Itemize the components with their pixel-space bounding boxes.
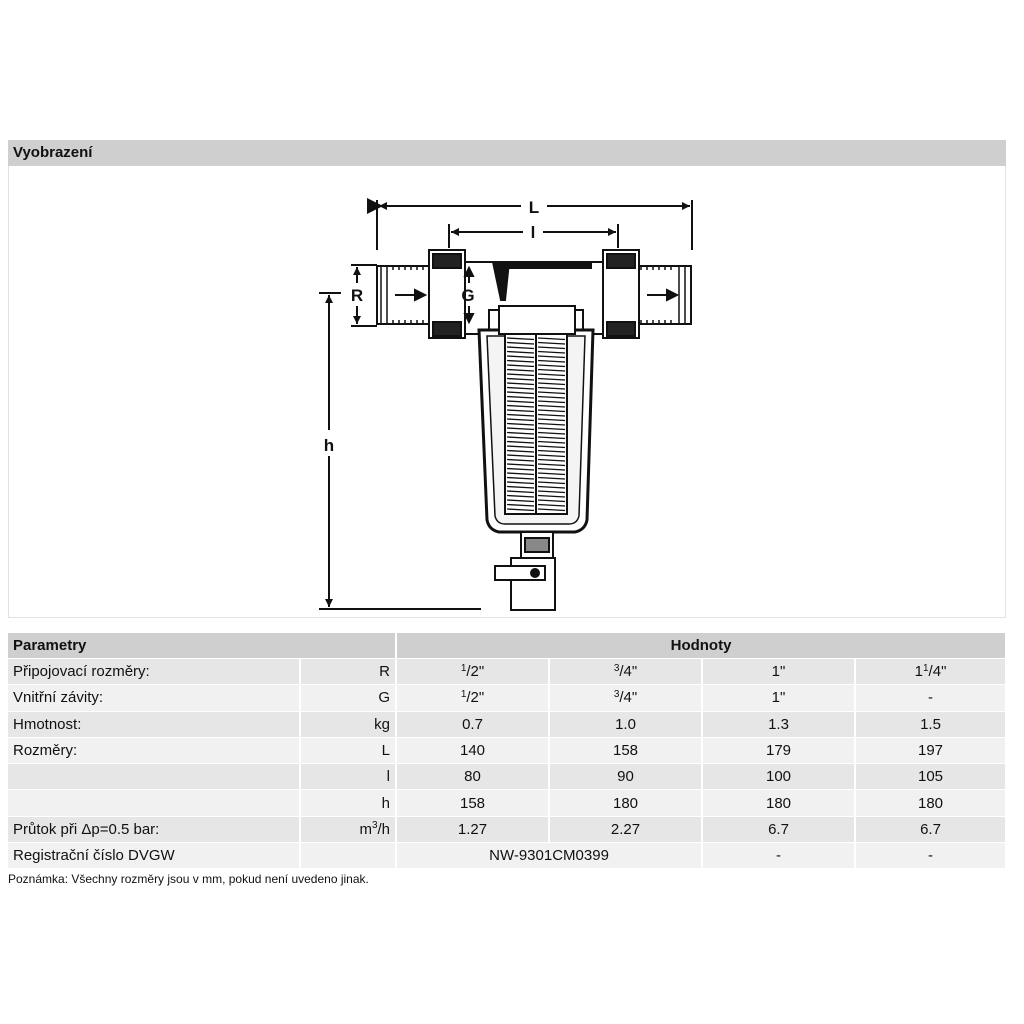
dimension-l bbox=[449, 223, 618, 248]
value-cell: - bbox=[702, 843, 855, 869]
value-cell: 179 bbox=[702, 737, 855, 763]
value-cell: 158 bbox=[549, 737, 702, 763]
value-cell: 1.5 bbox=[855, 711, 1006, 737]
fraction-slash: / bbox=[466, 689, 471, 707]
table-row bbox=[8, 711, 1006, 737]
fraction-numerator: 3 bbox=[613, 689, 620, 701]
value-cell: 180 bbox=[855, 790, 1006, 816]
value-cell: 1.27 bbox=[396, 816, 549, 842]
value-cell bbox=[702, 685, 855, 711]
value-cell: 180 bbox=[549, 790, 702, 816]
row-unit bbox=[300, 659, 396, 685]
fraction-numerator: 1 bbox=[922, 663, 929, 675]
fraction-slash: / bbox=[619, 663, 624, 681]
value-cell: 105 bbox=[855, 764, 1006, 790]
fraction-slash: / bbox=[928, 663, 933, 681]
table-row bbox=[8, 816, 1006, 842]
value-cell bbox=[549, 659, 702, 685]
unit-symbol: l bbox=[386, 768, 391, 786]
label-h: h bbox=[323, 436, 335, 455]
row-unit bbox=[300, 816, 396, 842]
table-row bbox=[8, 685, 1006, 711]
fraction-numerator: 3 bbox=[613, 663, 620, 675]
table-row bbox=[8, 737, 1006, 763]
value-cell: 6.7 bbox=[855, 816, 1006, 842]
unit-exponent: 3 bbox=[371, 820, 378, 832]
fraction-whole: 1 bbox=[914, 663, 923, 681]
row-parameter: Rozměry: bbox=[8, 737, 300, 763]
unit-symbol: G bbox=[378, 689, 391, 707]
fraction-denominator: 4 bbox=[932, 663, 942, 681]
technical-drawing-area bbox=[8, 166, 1006, 618]
row-parameter bbox=[8, 790, 300, 816]
value-cell: 197 bbox=[855, 737, 1006, 763]
value-cell bbox=[855, 659, 1006, 685]
value-cell: 140 bbox=[396, 737, 549, 763]
row-unit bbox=[300, 737, 396, 763]
unit-symbol: h bbox=[381, 794, 391, 812]
value-cell: 1.0 bbox=[549, 711, 702, 737]
fraction-whole: 1 bbox=[771, 663, 781, 681]
value-cell: 158 bbox=[396, 790, 549, 816]
label-R: R bbox=[350, 286, 364, 305]
fraction-denominator: 4 bbox=[623, 663, 632, 681]
row-parameter: Vnitřní závity: bbox=[8, 685, 300, 711]
inch-mark: " bbox=[941, 663, 947, 681]
row-parameter: Připojovací rozměry: bbox=[8, 659, 300, 685]
value-cell bbox=[549, 685, 702, 711]
fraction-numerator: 1 bbox=[460, 663, 467, 675]
inch-mark: " bbox=[780, 663, 786, 681]
unit-symbol: L bbox=[381, 742, 391, 760]
inch-mark: " bbox=[631, 663, 638, 681]
section-header bbox=[8, 140, 1006, 166]
dimension-h bbox=[319, 293, 481, 609]
fraction-whole: - bbox=[928, 689, 934, 707]
unit-symbol: R bbox=[379, 663, 391, 681]
fraction-slash: / bbox=[619, 689, 624, 707]
row-unit bbox=[300, 764, 396, 790]
value-cell: 80 bbox=[396, 764, 549, 790]
value-cell: 6.7 bbox=[702, 816, 855, 842]
unit-symbol: kg bbox=[374, 715, 391, 733]
value-cell bbox=[855, 685, 1006, 711]
row-parameter: Registrační číslo DVGW bbox=[8, 843, 300, 869]
fraction-denominator: 4 bbox=[623, 689, 632, 707]
dvgw-number: NW-9301CM0399 bbox=[396, 843, 702, 869]
footnote: Poznámka: Všechny rozměry jsou v mm, pokud není uvedeno jinak. bbox=[8, 872, 369, 886]
table-row bbox=[8, 843, 1006, 869]
fraction-denominator: 2 bbox=[470, 689, 479, 707]
unit-tail: /h bbox=[377, 821, 391, 839]
label-L: L bbox=[528, 198, 540, 217]
value-cell bbox=[702, 659, 855, 685]
header-values: Hodnoty bbox=[396, 633, 1006, 659]
dimension-R bbox=[351, 265, 377, 326]
row-parameter bbox=[8, 764, 300, 790]
value-cell: 1.3 bbox=[702, 711, 855, 737]
row-unit bbox=[300, 685, 396, 711]
value-cell bbox=[396, 659, 549, 685]
table-row bbox=[8, 764, 1006, 790]
value-cell: - bbox=[855, 843, 1006, 869]
section-title: Vyobrazení bbox=[13, 144, 93, 161]
value-cell: 180 bbox=[702, 790, 855, 816]
row-parameter: Průtok při Δp=0.5 bar: bbox=[8, 816, 300, 842]
inch-mark: " bbox=[478, 663, 485, 681]
inch-mark: " bbox=[631, 689, 638, 707]
value-cell: 90 bbox=[549, 764, 702, 790]
filter-technical-drawing bbox=[9, 166, 1005, 616]
fraction-numerator: 1 bbox=[460, 689, 467, 701]
unit-symbol: m bbox=[359, 821, 372, 839]
row-parameter: Hmotnost: bbox=[8, 711, 300, 737]
value-cell bbox=[396, 685, 549, 711]
row-unit bbox=[300, 711, 396, 737]
table-row bbox=[8, 790, 1006, 816]
table-row bbox=[8, 659, 1006, 685]
fraction-whole: 1 bbox=[771, 689, 781, 707]
parameters-table bbox=[8, 633, 1007, 869]
header-parameters: Parametry bbox=[8, 633, 396, 659]
inch-mark: " bbox=[780, 689, 786, 707]
filter-body bbox=[377, 250, 691, 610]
table-header-row bbox=[8, 633, 1006, 659]
label-G: G bbox=[461, 286, 475, 305]
inch-mark: " bbox=[478, 689, 485, 707]
value-cell: 0.7 bbox=[396, 711, 549, 737]
fraction-denominator: 2 bbox=[470, 663, 479, 681]
fraction-slash: / bbox=[466, 663, 471, 681]
row-unit bbox=[300, 790, 396, 816]
value-cell: 2.27 bbox=[549, 816, 702, 842]
value-cell: 100 bbox=[702, 764, 855, 790]
row-unit bbox=[300, 843, 396, 869]
label-l: l bbox=[530, 223, 536, 242]
